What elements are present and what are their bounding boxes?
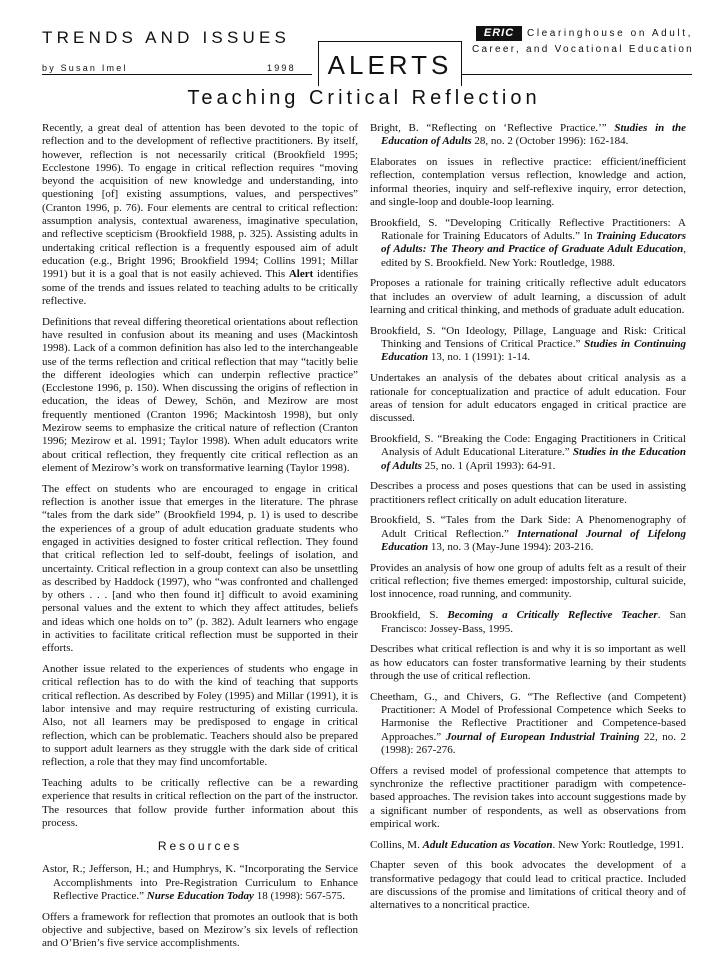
citation-journal: Adult Education as Vocation (422, 838, 553, 851)
citation-details: . San Francisco: Jossey-Bass, 1995. (381, 609, 686, 635)
citation-astor (42, 863, 358, 903)
citation-details: 18 (1998): 567-575. (253, 890, 345, 903)
citation-text: Brookfield, S. “On Ideology, Pillage, Language and Risk: Critical Thinking and Tensions of Critical Practice.” (370, 324, 686, 351)
annotation-brookfield-1991: Undertakes an analysis of the debates about critical analysis as a rationale for conceptualization and practice of adult education. Four areas of tension for adult educators engaged in critical practice are discussed. (370, 372, 686, 425)
annotation-brookfield-1995: Describes what critical reflection is and why it is so important as well as how educators can foster transformative learning by their students through the use of critical reflection. (370, 643, 686, 682)
definitions-paragraph: Definitions that reveal differing theoretical orientations about reflection have resulted in confusion about its meaning and uses (Mackintosh 1998). Lack of a common definition has also led to the interchangeable use of the terms reflection and critical reflection that may “tacitly belie the different ideologies which can underpin reflective practice” (Ecclestone 1996, p. 150). When discussing the origins of reflection in education, the ideas of Dewey, Schön, and Mezirow are most frequently mentioned (Cranton 1996; Mackintosh 1998), but only Mezirow seems to emphasize the critical nature of reflection (Cranton 1996; Mezirow et al. 1991; Taylor 1998). When adult educators write about critical reflection, they frequently cite critical reflection as an element of Mezirow’s work on transformative learning (Taylor 1998). (42, 315, 358, 474)
citation-details: 25, no. 1 (April 1993): 64-91. (421, 459, 556, 472)
alert-term: Alert (288, 268, 314, 281)
citation-text: Brookfield, S. (370, 609, 448, 622)
masthead (42, 27, 695, 86)
header-rule-right (462, 74, 692, 75)
annotation-astor: Offers a framework for reflection that promotes an outlook that is both objective and subjective, based on Mezirow’s six levels of reflection and O’Brien’s five service accomplishments. (42, 910, 358, 950)
effects-paragraph: The effect on students who are encouraged to engage in critical reflection is another issue that emerges in the literature. The phrase “tales from the dark side” (Brookfield 1994, p. 1) is used to describe the experiences of a group of adult education graduate students who engaged in activities designed to foster critical reflection. They found that critical reflection led to self-doubt, feelings of isolation, and uncertainty. Critical reflection in a group context can also be unsettling as described by Haddock (1997), who “was confronted and challenged by others . . . [and who then found it] difficult to avoid examining personal values and the extent to which they affect attitudes, beliefs and ideas which one holds on to” (p. 382). Adult learners who engage in activities to facilitate critical reflection must be supported in their efforts. (42, 482, 358, 655)
eric-logo: ERIC (476, 26, 522, 41)
annotation-brookfield-1993: Describes a process and poses questions that can be used in assisting practitioners reflect critically on adult education literature. (370, 480, 686, 506)
citation-details: 13, no. 1 (1991): 1-14. (428, 351, 531, 364)
citation-brookfield-1993 (370, 433, 686, 473)
clearinghouse-line-2: Career, and Vocational Education (472, 44, 695, 55)
annotation-brookfield-1988: Proposes a rationale for training critically reflective adult educators that includes an overview of adult learning, a discussion of adult learning and critical thinking, and methods of graduate adult education. (370, 277, 686, 317)
citation-text: Brookfield, S. “Breaking the Code: Engaging Practitioners in Critical Analysis of Adult Educational Literature.” (370, 432, 686, 459)
left-column (42, 122, 358, 958)
citation-details: 28, no. 2 (October 1996): 162-184. (471, 135, 629, 148)
citation-details: , edited by S. Brookfield. New York: Routledge, 1988. (381, 243, 686, 269)
citation-text: Cheetham, G., and Chivers, G. “The Reflective (and Competent) Practitioner: A Model of Professional Competence which Seeks to Harmonise the Reflective Practitioner and Competence-based Approaches.” (370, 690, 686, 743)
annotation-bright: Elaborates on issues in reflective practice: efficient/inefficient reflection, contemplation versus reflection, knowledge and action, informal theories, inquiry and self-reflexive inquiry, error detection, and single-loop and double-loop learning. (370, 156, 686, 208)
citation-text: Bright, B. “Reflecting on ‘Reflective Practice.’” (370, 122, 615, 134)
citation-journal: Nurse Education Today (146, 890, 254, 903)
header-rule-left (42, 74, 312, 75)
conclusion-paragraph: Teaching adults to be critically reflective can be a rewarding experience that results in critical reflection on the part of the instructor. The resources that follow provide further information about this process. (42, 776, 358, 829)
citation-journal: Studies in the Education of Adults (381, 446, 686, 472)
author-byline: by Susan Imel (42, 63, 128, 73)
citation-journal: Studies in the Education of Adults (381, 122, 686, 148)
citation-text: Brookfield, S. “Tales from the Dark Side: A Phenomenography of Adult Critical Reflection.” (370, 514, 686, 540)
right-column (370, 122, 686, 920)
citation-journal: Becoming a Critically Reflective Teacher (447, 609, 658, 622)
annotation-cheetham: Offers a revised model of professional competence that attempts to synchronize the reflective practitioner paradigm with competence-based approaches. The revision takes into account suggestions made by a significant number of respondents, as well as observations from empirical work. (370, 764, 686, 830)
intro-text: Recently, a great deal of attention has been devoted to the topic of reflection and to the development of reflective practitioners. By itself, however, reflection is not necessarily critical (Brookfield 1995; Ecclestone 1996). To engage in critical reflection requires “moving beyond the acquisition of new knowledge and understanding, into questioning [of] existing assumptions, values, and perspectives” (Cranton 1996, p. 76). Four elements are central to critical reflection: assumption analysis, contextual awareness, imaginative speculation, and reflective scepticism (Brookfield 1988, p. 325). Assisting adults in undertaking critical reflection is a frequently espoused aim of adult education (e.g., Bright 1996; Brookfield 1994; Collins 1991; Millar 1991) but it is a goal that is not easily achieved. This (42, 122, 358, 281)
publication-year: 1998 (267, 63, 296, 73)
citation-brookfield-1991 (370, 325, 686, 365)
citation-collins (370, 839, 686, 852)
citation-text: Astor, R.; Jefferson, H.; and Humphrys, K. “Incorporating the Service Accomplishments into Pre-Registration Curriculum to Enhance Reflective Practice.” (42, 863, 358, 903)
series-title: TRENDS AND ISSUES (42, 28, 291, 47)
annotation-brookfield-1994: Provides an analysis of how one group of adults felt as a result of their critical reflection; five themes emerged: impostorship, cultural suicide, lost innocence, road running, and community. (370, 561, 686, 601)
citation-details: . New York: Routledge, 1991. (552, 838, 684, 851)
citation-journal: Studies in Continuing Education (381, 338, 686, 364)
citation-details: 22, no. 2 (1998): 267-276. (381, 730, 687, 756)
citation-details: 13, no. 3 (May-June 1994): 203-216. (428, 541, 594, 554)
citation-bright (370, 122, 686, 149)
alerts-label: ALERTS (327, 50, 453, 80)
citation-journal: International Journal of Lifelong Education (381, 527, 686, 554)
alerts-box (318, 41, 462, 86)
annotation-collins: Chapter seven of this book advocates the development of a transformative pedagogy that could lead to critical practice. Included are discussions of the promise and limitations of critical theory and of alternatives to a noncritical practice. (370, 859, 686, 912)
teaching-paragraph: Another issue related to the experiences of students who engage in critical reflection has to do with the kind of teaching that supports critical reflection. As described by Foley (1995) and Millar (1991), it is labor intensive and may require restructuring of existing curricula. Also, not all learners may be predisposed to engage in critical reflection, which can be problematic. Teachers should also be prepared to support adult learners as they struggle with the dark side of critical reflection, a role that they may find uncomfortable. (42, 663, 358, 769)
citation-cheetham (370, 691, 686, 757)
citation-brookfield-1994 (370, 514, 686, 554)
citation-journal: Journal of European Industrial Training (445, 730, 640, 743)
citation-journal: Training Educators of Adults: The Theory and Practice of Graduate Adult Education (381, 230, 686, 256)
clearinghouse-line-1: Clearinghouse on Adult, (527, 28, 693, 39)
citation-brookfield-1995 (370, 609, 686, 636)
citation-text: Brookfield, S. “Developing Critically Reflective Practitioners: A Rationale for Training Educators of Adults.” In (370, 216, 686, 243)
intro-paragraph (42, 122, 358, 308)
page-title: Teaching Critical Reflection (187, 87, 541, 109)
citation-text: Collins, M. (370, 838, 423, 851)
citation-brookfield-1988 (370, 217, 686, 270)
resources-heading: Resources (157, 839, 243, 854)
intro-text-end: identifies some of the trends and issues related to teaching adults to be critically reflective. (42, 268, 358, 307)
